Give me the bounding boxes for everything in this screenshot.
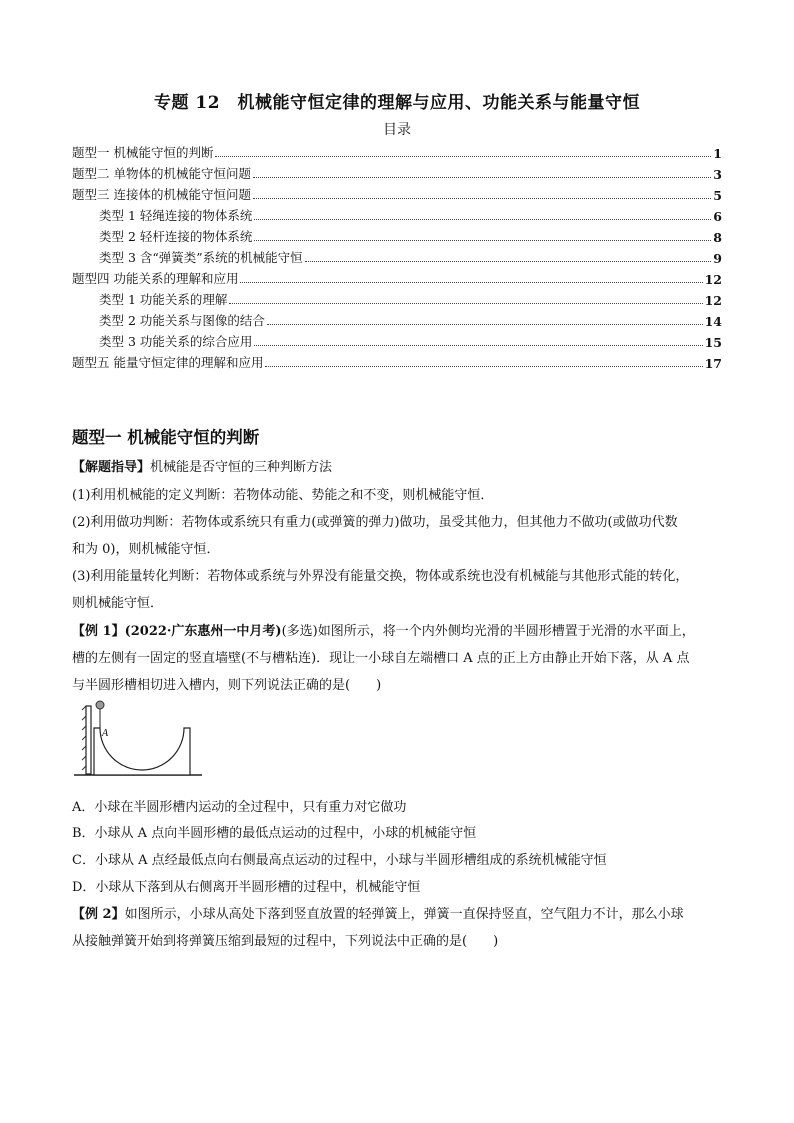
example-2-stem-line-2: 从接触弹簧开始到将弹簧压缩到最短的过程中，下列说法中正确的是( ) — [72, 934, 499, 949]
toc-entry[interactable]: 题型四 功能关系的理解和应用 12 — [72, 271, 722, 287]
example-1-stem: 【例 1】(2022·广东惠州一中月考)(多选)如图所示，将一个内外侧均光滑的半圆形槽置于光滑的水平面上， — [72, 624, 695, 639]
guide-point-2-line-1: (2)利用做功判断：若物体或系统只有重力(或弹簧的弹力)做功，虽受其他力，但其他力不做功(或做功代数 — [72, 515, 678, 530]
table-of-contents — [72, 140, 722, 371]
toc-subentry[interactable]: 类型 3 功能关系的综合应用 15 — [99, 334, 722, 350]
guide-point-2-line-2: 和为 0)，则机械能守恒． — [72, 542, 220, 557]
semicircle-trough-figure — [72, 700, 207, 782]
ball — [96, 701, 104, 709]
guide-point-3-line-2: 则机械能守恒． — [72, 596, 164, 611]
toc-entry[interactable]: 题型一 机械能守恒的判断 1 — [72, 145, 722, 161]
guide-point-3-line-1: (3)利用能量转化判断：若物体或系统与外界没有能量交换，物体或系统也没有机械能与其他形式能的转化， — [72, 569, 689, 584]
toc-entry[interactable]: 题型二 单物体的机械能守恒问题 3 — [72, 166, 722, 182]
section-heading: 题型一 机械能守恒的判断 — [72, 428, 260, 447]
guide-point-1: (1)利用机械能的定义判断：若物体动能、势能之和不变，则机械能守恒． — [72, 488, 494, 503]
option-d[interactable]: D．小球从下落到从右侧离开半圆形槽的过程中，机械能守恒 — [72, 880, 421, 895]
page-title: 专题 12 机械能守恒定律的理解与应用、功能关系与能量守恒 — [153, 93, 641, 113]
example-2-stem: 【例 2】如图所示，小球从高处下落到竖直放置的轻弹簧上，弹簧一直保持竖直，空气阻力不计，那么小球 — [72, 907, 684, 922]
toc-subentry[interactable]: 类型 3 含“弹簧类”系统的机械能守恒 9 — [99, 250, 722, 266]
toc-entry[interactable]: 题型三 连接体的机械能守恒问题 5 — [72, 187, 722, 203]
toc-subentry[interactable]: 类型 1 功能关系的理解 12 — [99, 292, 722, 308]
example-1-stem-line-3: 与半圆形槽相切进入槽内，则下列说法正确的是( ) — [72, 678, 382, 693]
option-a[interactable]: A．小球在半圆形槽内运动的全过程中，只有重力对它做功 — [72, 800, 407, 815]
toc-subentry[interactable]: 类型 1 轻绳连接的物体系统 6 — [99, 208, 722, 224]
toc-heading: 目录 — [383, 122, 411, 138]
toc-subentry[interactable]: 类型 2 功能关系与图像的结合 14 — [99, 313, 722, 329]
example-1-stem-line-2: 槽的左侧有一固定的竖直墙壁(不与槽粘连)．现让一小球自左端槽口 A 点的正上方由静止开始下落，从 A 点 — [72, 651, 690, 666]
option-b[interactable]: B．小球从 A 点向半圆形槽的最低点运动的过程中，小球的机械能守恒 — [72, 826, 477, 841]
wall — [86, 706, 91, 774]
point-a-label: A — [102, 728, 109, 739]
guide-intro: 【解题指导】机械能是否守恒的三种判断方法 — [72, 460, 333, 475]
option-c[interactable]: C．小球从 A 点经最低点向右侧最高点运动的过程中，小球与半圆形槽组成的系统机械能守恒 — [72, 853, 607, 868]
toc-subentry[interactable]: 类型 2 轻杆连接的物体系统 8 — [99, 229, 722, 245]
semicircle-trough — [94, 728, 190, 775]
toc-entry[interactable]: 题型五 能量守恒定律的理解和应用 17 — [72, 355, 722, 371]
